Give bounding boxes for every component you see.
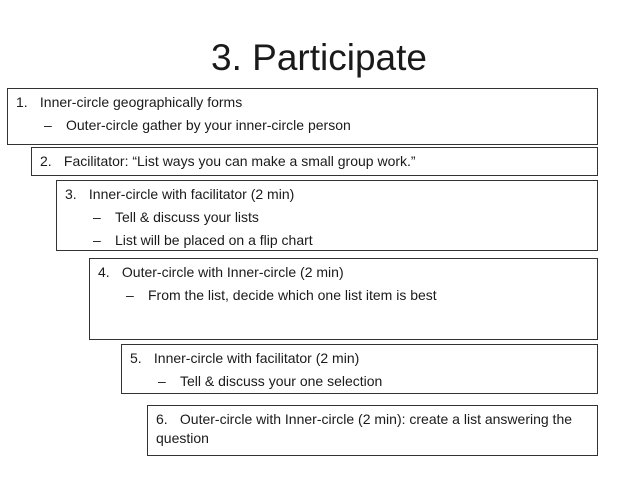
step-number: 5. [130, 350, 142, 366]
bullet-dash-icon: – [44, 117, 52, 133]
slide-title: 3. Participate [211, 37, 427, 78]
step-box-2 [31, 147, 598, 176]
step-heading [40, 152, 589, 171]
step-bullet [93, 231, 589, 250]
step-bullet [158, 372, 589, 391]
step-bullet-text: From the list, decide which one list item is best [148, 287, 437, 303]
step-heading-text: Inner-circle geographically forms [39, 94, 243, 110]
bullet-dash-icon: – [93, 232, 101, 248]
step-heading-text: Inner-circle with facilitator (2 min) [153, 350, 360, 366]
step-heading [156, 410, 589, 448]
bullet-dash-icon: – [93, 209, 101, 225]
step-heading [130, 349, 589, 368]
step-number: 3. [65, 186, 77, 202]
step-box-6 [147, 405, 598, 456]
bullet-dash-icon: – [126, 287, 134, 303]
step-heading-text: Outer-circle with Inner-circle (2 min): create a list answering the question [156, 411, 573, 446]
bullet-dash-icon: – [158, 373, 166, 389]
step-number: 1. [16, 94, 28, 110]
step-number: 6. [156, 411, 168, 427]
step-box-5 [121, 344, 598, 394]
step-bullet [44, 116, 589, 135]
step-bullet-text: List will be placed on a flip chart [115, 232, 313, 248]
step-heading-text: Facilitator: “List ways you can make a small group work.” [63, 153, 416, 169]
step-bullet-text: Outer-circle gather by your inner-circle person [66, 117, 351, 133]
step-heading [65, 185, 589, 204]
step-bullet-text: Tell & discuss your lists [115, 209, 259, 225]
step-heading [16, 93, 589, 112]
step-heading-text: Outer-circle with Inner-circle (2 min) [121, 264, 344, 280]
step-bullet [126, 286, 589, 305]
step-box-3 [56, 180, 598, 251]
step-heading [98, 263, 589, 282]
step-bullet [93, 208, 589, 227]
step-number: 2. [40, 153, 52, 169]
step-box-4 [89, 258, 598, 340]
step-heading-text: Inner-circle with facilitator (2 min) [88, 186, 295, 202]
step-box-1 [7, 88, 598, 145]
step-number: 4. [98, 264, 110, 280]
step-bullet-text: Tell & discuss your one selection [180, 373, 383, 389]
